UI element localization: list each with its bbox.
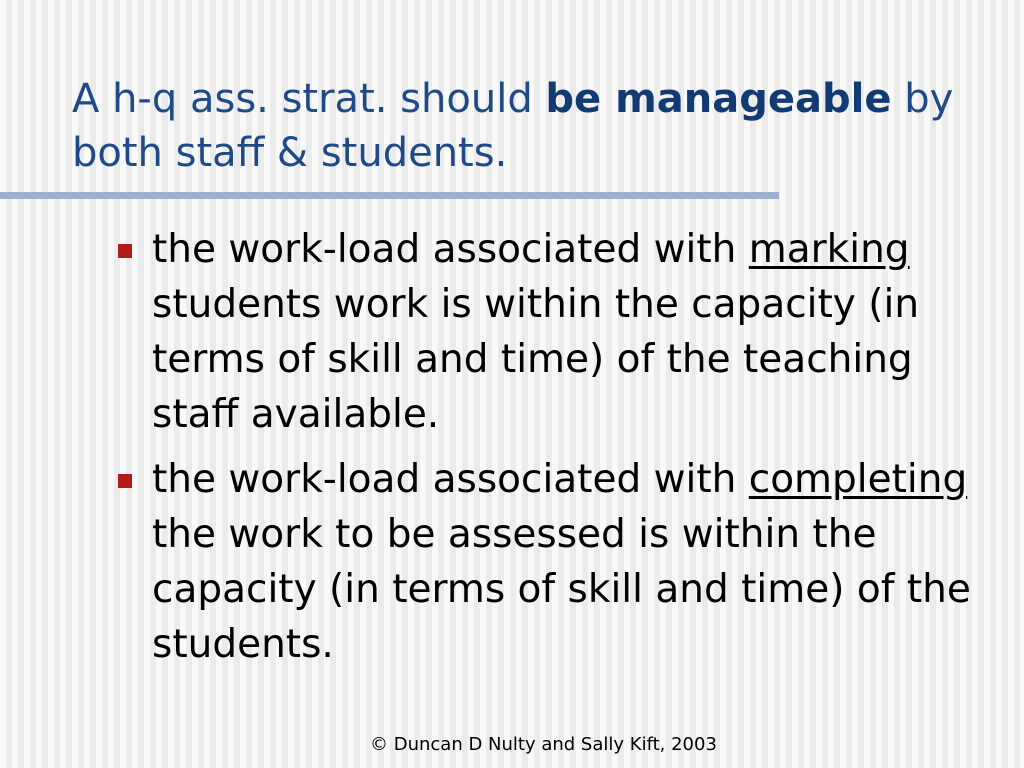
bullet-lead-text: the work-load associated with [152, 457, 749, 502]
slide-title-part1: A h-q ass. strat. should [72, 76, 546, 122]
bullet-rest-text: students work is within the capacity (in terms of skill and time) of the teaching staff available. [152, 282, 920, 437]
bullet-item [108, 222, 988, 442]
title-divider [0, 192, 779, 199]
bullet-rest-text: the work to be assessed is within the capacity (in terms of skill and time) of the students. [152, 512, 971, 667]
slide-title [72, 72, 992, 180]
bullet-list [108, 222, 988, 682]
bullet-lead-text: the work-load associated with [152, 227, 749, 272]
square-bullet-icon [118, 474, 132, 488]
slide-title-part2: by both staff & students. [72, 76, 954, 176]
bullet-underlined-text: completing [748, 457, 968, 502]
bullet-item [108, 452, 988, 672]
slide-title-bold: be manageable [545, 76, 892, 122]
square-bullet-icon [118, 244, 132, 258]
copyright-footer: © Duncan D Nulty and Sally Kift, 2003 [370, 734, 717, 755]
bullet-underlined-text: marking [748, 227, 910, 272]
